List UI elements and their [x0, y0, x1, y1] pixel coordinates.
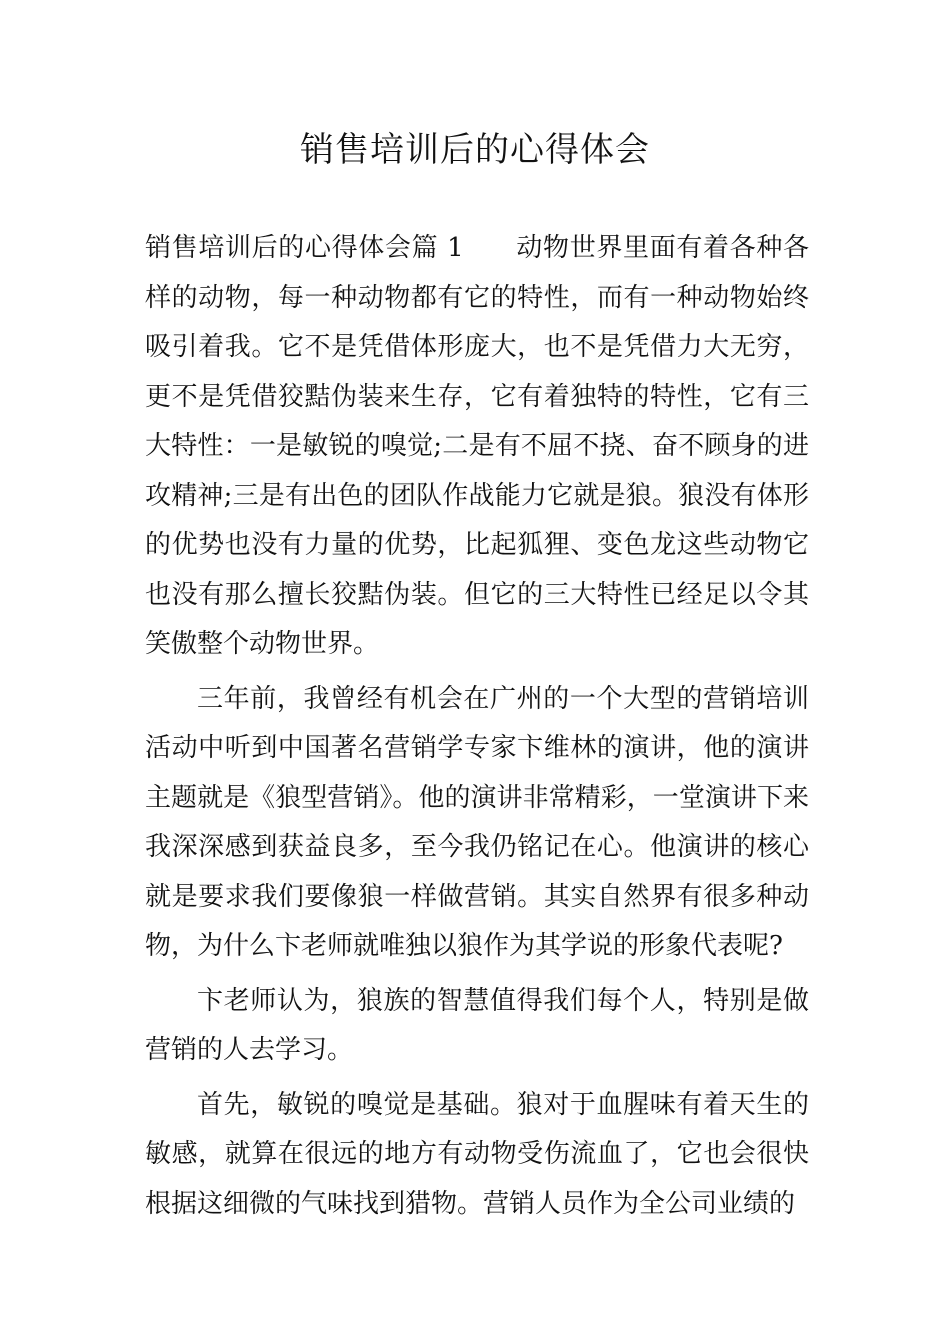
- paragraph-3: 卞老师认为，狼族的智慧值得我们每个人，特别是做营销的人去学习。: [145, 985, 809, 1065]
- paragraph-1: [145, 224, 809, 670]
- section-heading: 销售培训后的心得体会篇 1: [145, 233, 464, 263]
- paragraph-text: 动物世界里面有着各种各样的动物，每一种动物都有它的特性，而有一种动物始终吸引着我。它不是凭借体形庞大，也不是凭借力大无穷，更不是凭借狡黠伪装来生存，它有着独特的特性，它有三大特性：一是敏锐的嗅觉;二是有不屈不挠、奋不顾身的进攻精神;三是有出色的团队作战能力它就是狼。狼没有体形的优势也没有力量的优势，比起狐狸、变色龙这些动物它也没有那么擅长狡黠伪装。但它的三大特性已经足以令其笑傲整个动物世界。: [145, 233, 809, 659]
- document-body: [145, 224, 809, 1234]
- paragraph-4: 首先，敏锐的嗅觉是基础。狼对于血腥味有着天生的敏感，就算在很远的地方有动物受伤流血了，它也会很快根据这细微的气味找到猎物。营销人员作为全公司业绩的: [145, 1089, 809, 1219]
- document-title: 销售培训后的心得体会: [300, 130, 650, 170]
- paragraph-2: 三年前，我曾经有机会在广州的一个大型的营销培训活动中听到中国著名营销学专家卞维林的演讲，他的演讲主题就是《狼型营销》。他的演讲非常精彩，一堂演讲下来我深深感到获益良多，至今我仍铭记在心。他演讲的核心就是要求我们要像狼一样做营销。其实自然界有很多种动物，为什么卞老师就唯独以狼作为其学说的形象代表呢?: [145, 683, 809, 961]
